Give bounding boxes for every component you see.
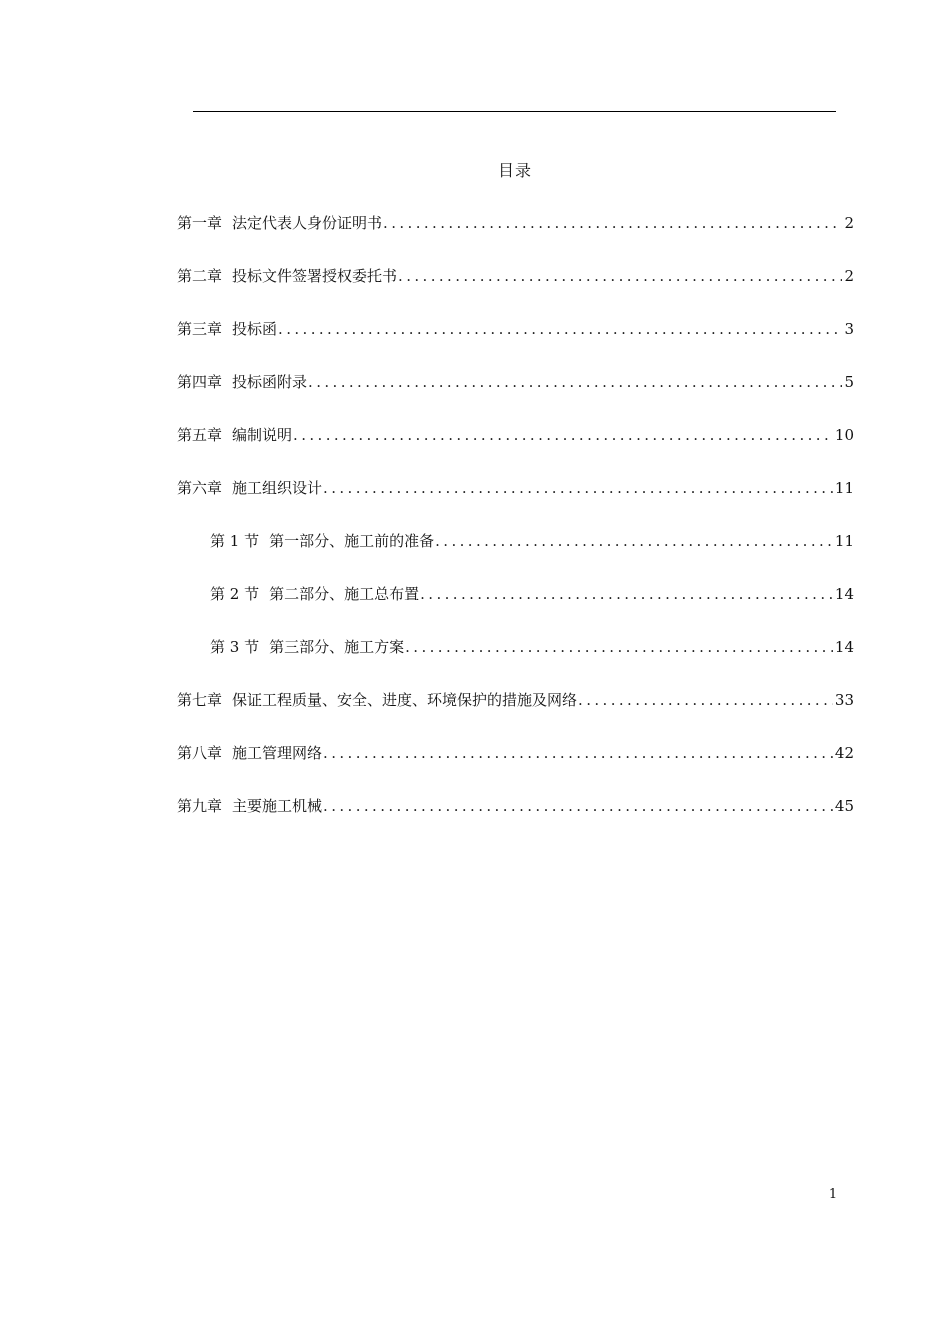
- toc-entry-label: [210, 528, 434, 554]
- toc-entry-title: 投标文件签署授权委托书: [232, 267, 398, 285]
- toc-entry-title: 投标函: [232, 320, 278, 338]
- toc-entry-number: 第五章: [177, 426, 223, 444]
- toc-entry-number: 第二章: [177, 267, 223, 285]
- toc-entry-chapter-7[interactable]: [177, 687, 854, 713]
- toc-entry-number: 第 1 节: [210, 532, 260, 550]
- toc-title: 目录: [497, 161, 532, 180]
- dot-leader: [435, 528, 833, 554]
- toc-entry-page: 3: [844, 320, 854, 338]
- toc-entry-page: 11: [834, 479, 854, 497]
- toc-entry-chapter-2[interactable]: [177, 263, 854, 289]
- toc-entry-title: 第二部分、施工总布置: [269, 585, 420, 603]
- toc-entry-page: 11: [834, 532, 854, 550]
- toc-entry-label: [177, 687, 577, 713]
- toc-entry-chapter-9[interactable]: [177, 793, 854, 819]
- toc-entry-section-2[interactable]: [177, 581, 854, 607]
- toc-entry-label: [177, 793, 322, 819]
- toc-entry-title: 编制说明: [232, 426, 293, 444]
- dot-leader: [323, 740, 833, 766]
- dot-leader: [323, 475, 833, 501]
- toc-entry-chapter-8[interactable]: [177, 740, 854, 766]
- toc-entry-page: 10: [834, 426, 854, 444]
- toc-entry-label: [177, 316, 277, 342]
- toc-entry-page: 45: [834, 797, 854, 815]
- dot-leader: [405, 634, 833, 660]
- toc-entry-chapter-4[interactable]: [177, 369, 854, 395]
- toc-entry-label: [177, 263, 397, 289]
- toc-entry-section-3[interactable]: [177, 634, 854, 660]
- toc-entry-label: [177, 740, 322, 766]
- toc-entry-label: [177, 475, 322, 501]
- toc-entry-section-1[interactable]: [177, 528, 854, 554]
- table-of-contents: [177, 210, 854, 846]
- toc-entry-number: 第八章: [177, 744, 223, 762]
- toc-entry-title: 第三部分、施工方案: [269, 638, 405, 656]
- dot-leader: [323, 793, 833, 819]
- toc-entry-page: 42: [834, 744, 854, 762]
- dot-leader: [293, 422, 833, 448]
- toc-entry-chapter-5[interactable]: [177, 422, 854, 448]
- toc-entry-title: 投标函附录: [232, 373, 308, 391]
- toc-entry-title: 法定代表人身份证明书: [232, 214, 383, 232]
- dot-leader: [578, 687, 833, 713]
- toc-entry-title: 施工组织设计: [232, 479, 323, 497]
- toc-entry-page: 2: [844, 214, 854, 232]
- toc-entry-chapter-3[interactable]: [177, 316, 854, 342]
- toc-entry-chapter-1[interactable]: [177, 210, 854, 236]
- toc-entry-number: 第一章: [177, 214, 223, 232]
- toc-entry-page: 33: [834, 691, 854, 709]
- toc-entry-number: 第九章: [177, 797, 223, 815]
- toc-entry-title: 保证工程质量、安全、进度、环境保护的措施及网络: [232, 691, 578, 709]
- toc-entry-label: [177, 369, 307, 395]
- toc-entry-chapter-6[interactable]: [177, 475, 854, 501]
- toc-entry-label: [177, 210, 382, 236]
- toc-entry-label: [210, 581, 419, 607]
- toc-entry-number: 第 2 节: [210, 585, 260, 603]
- dot-leader: [420, 581, 833, 607]
- toc-entry-label: [177, 422, 292, 448]
- toc-entry-title: 主要施工机械: [232, 797, 323, 815]
- toc-entry-title: 第一部分、施工前的准备: [269, 532, 435, 550]
- dot-leader: [383, 210, 842, 236]
- toc-entry-number: 第 3 节: [210, 638, 260, 656]
- toc-entry-title: 施工管理网络: [232, 744, 323, 762]
- toc-entry-number: 第四章: [177, 373, 223, 391]
- toc-entry-label: [210, 634, 404, 660]
- dot-leader: [308, 369, 842, 395]
- dot-leader: [398, 263, 842, 289]
- toc-entry-page: 5: [844, 373, 854, 391]
- toc-entry-number: 第六章: [177, 479, 223, 497]
- toc-entry-page: 14: [834, 585, 854, 603]
- dot-leader: [278, 316, 842, 342]
- toc-entry-number: 第七章: [177, 691, 223, 709]
- toc-entry-number: 第三章: [177, 320, 223, 338]
- page-number: 1: [828, 1187, 838, 1202]
- header-rule: [193, 111, 836, 112]
- toc-entry-page: 2: [844, 267, 854, 285]
- toc-entry-page: 14: [834, 638, 854, 656]
